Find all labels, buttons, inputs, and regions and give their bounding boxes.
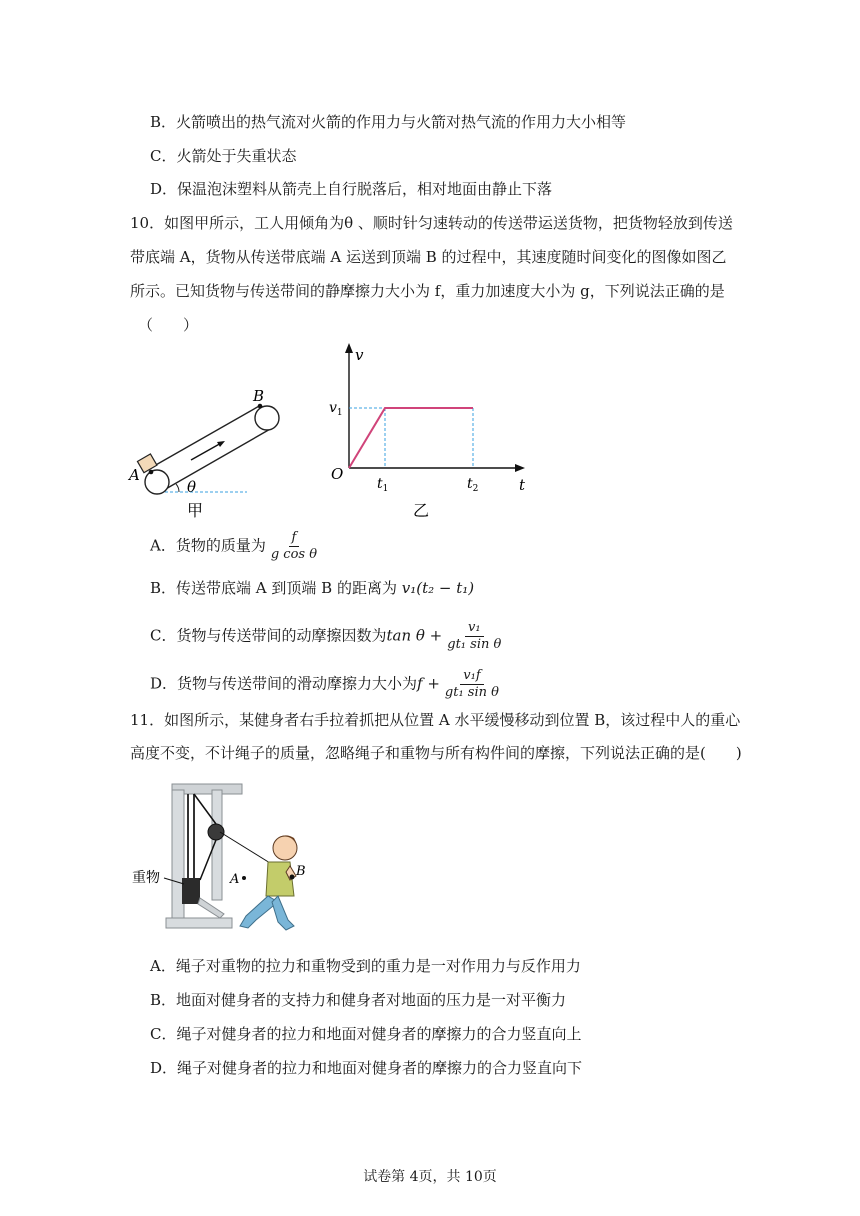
t-axis-arrow	[515, 464, 525, 472]
q10-option-d-prefix: f +	[417, 674, 440, 693]
q10-option-a-fraction	[268, 530, 320, 563]
fraction-numerator: v₁f	[460, 668, 483, 685]
figure-caption-jia: 甲	[187, 501, 204, 520]
label-weight: 重物	[132, 870, 160, 886]
q10-option-c	[150, 620, 504, 653]
fitness-machine-figure	[128, 780, 328, 940]
person-right-leg	[272, 896, 294, 930]
weight-stack	[182, 878, 200, 904]
q10-stem-line-2: 带底端 A，货物从传送带底端 A 运送到顶端 B 的过程中，其速度随时间变化的图像如图乙	[130, 248, 727, 266]
q9-option-d: D．保温泡沫塑料从箭壳上自行脱落后，相对地面由静止下落	[150, 180, 553, 198]
point-b-dot	[290, 875, 295, 880]
angle-arc	[176, 484, 179, 492]
q10-stem-line-3: 所示。已知货物与传送带间的静摩擦力大小为 f，重力加速度大小为 g，下列说法正确的是	[130, 282, 725, 300]
label-v1: $v_1$	[329, 400, 343, 418]
velocity-time-graph	[325, 340, 540, 520]
q10-stem-line-1: 10．如图甲所示，工人用倾角为θ 、顺时针匀速转动的传送带运送货物，把货物轻放到传送	[130, 214, 733, 232]
label-t2: $t_2$	[467, 476, 479, 494]
q9-option-c: C．火箭处于失重状态	[150, 147, 297, 165]
fraction-denominator: gt₁ sin θ	[444, 685, 499, 700]
belt-bottom-edge	[157, 428, 272, 494]
q11-option-a: A．绳子对重物的拉力和重物受到的重力是一对作用力与反作用力	[150, 957, 581, 975]
fraction-denominator: gt₁ sin θ	[447, 637, 502, 652]
q10-option-d-text: D．货物与传送带间的滑动摩擦力大小为	[150, 674, 418, 693]
v-axis-arrow	[345, 343, 353, 353]
q10-answer-bracket: （ ）	[138, 316, 199, 334]
label-t-axis: t	[519, 476, 526, 494]
point-a-dot	[242, 876, 246, 880]
q11-stem-line-2: 高度不变，不计绳子的质量，忽略绳子和重物与所有构件间的摩擦，下列说法正确的是( )	[130, 744, 742, 762]
q10-option-c-prefix: tan θ +	[386, 626, 443, 645]
q10-option-b-text: B．传送带底端 A 到顶端 B 的距离为	[150, 579, 397, 597]
q11-option-d: D．绳子对健身者的拉力和地面对健身者的摩擦力的合力竖直向下	[150, 1059, 583, 1077]
label-b: B	[296, 864, 306, 879]
pulley	[208, 824, 224, 840]
direction-arrow-shaft	[191, 442, 223, 460]
page-footer: 试卷第 4页，共 10页	[363, 1169, 497, 1185]
point-a-dot	[149, 470, 154, 475]
q10-option-a	[150, 530, 320, 563]
q10-option-a-text: A．货物的质量为	[150, 536, 266, 555]
conveyor-belt-figure	[125, 380, 295, 520]
q10-option-b-expression: v₁(t₂ − t₁)	[401, 579, 475, 597]
label-b: B	[253, 387, 265, 405]
label-v-axis: v	[355, 346, 364, 364]
bottom-roller	[145, 470, 169, 494]
machine-base	[166, 918, 232, 928]
fraction-numerator: f	[289, 530, 300, 547]
fraction-denominator: g cos θ	[270, 547, 318, 562]
top-roller	[255, 406, 279, 430]
q10-option-c-fraction	[444, 620, 504, 653]
fraction-numerator: v₁	[465, 620, 484, 637]
q11-stem-line-1: 11．如图所示，某健身者右手拉着抓把从位置 A 水平缓慢移动到位置 B，该过程中人的重心	[130, 711, 741, 729]
label-theta: θ	[187, 478, 197, 496]
label-a: A	[230, 872, 240, 887]
label-a: A	[129, 466, 140, 484]
machine-seat	[198, 898, 224, 918]
velocity-curve	[349, 408, 473, 468]
q10-option-b	[150, 578, 474, 598]
q10-option-d-fraction	[442, 668, 502, 701]
q10-option-c-text: C．货物与传送带间的动摩擦因数为	[150, 626, 387, 645]
q11-option-c: C．绳子对健身者的拉力和地面对健身者的摩擦力的合力竖直向上	[150, 1025, 582, 1043]
q10-option-d	[150, 668, 502, 701]
label-t1: $t_1$	[377, 476, 389, 494]
label-origin: O	[331, 465, 344, 483]
q11-option-b: B．地面对健身者的支持力和健身者对地面的压力是一对平衡力	[150, 991, 567, 1009]
belt-top-edge	[147, 405, 261, 470]
figure-caption-yi: 乙	[413, 501, 430, 520]
person-left-leg	[240, 896, 278, 928]
q9-option-b: B．火箭喷出的热气流对火箭的作用力与火箭对热气流的作用力大小相等	[150, 113, 627, 131]
